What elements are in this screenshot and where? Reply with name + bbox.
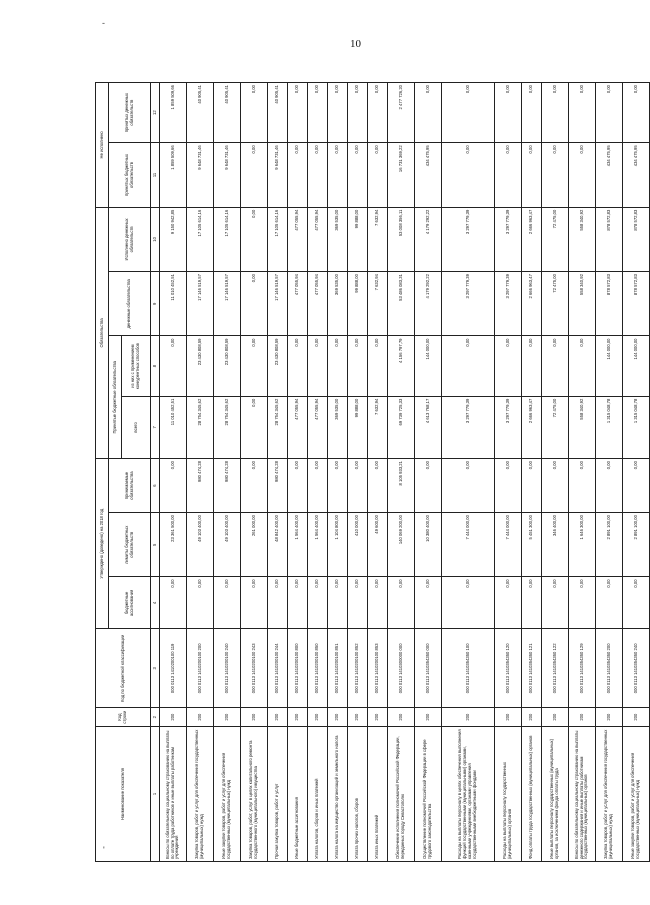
row-value-cell: 53 008 356,11 <box>388 207 415 271</box>
header-approved: Утверждено (доведено) на 2018 год <box>96 459 109 629</box>
row-value-cell: 0,00 <box>495 83 522 143</box>
row-name-cell: Уплата иных платежей <box>368 726 388 861</box>
row-value-cell: 4 156 797,79 <box>388 336 415 396</box>
row-value-cell: 0,00 <box>542 459 569 513</box>
row-value-cell: 1 104 800,00 <box>328 513 348 577</box>
row-code-cell: 200 <box>368 708 388 727</box>
row-value-cell: 9 150 942,85 <box>160 207 187 271</box>
row-name-cell: Взносы по обязательному социальному страхованию на выплаты денежного содержания и иные выплаты работникам государственных (муниципальных) органов <box>569 726 596 861</box>
row-value-cell: 144 000,00 <box>596 336 623 396</box>
row-code-cell: 200 <box>214 708 241 727</box>
row-value-cell: 0,00 <box>288 459 308 513</box>
row-value-cell: 0,00 <box>542 336 569 396</box>
row-value-cell: 144 000,00 <box>415 336 442 396</box>
row-value-cell: 4 179 292,22 <box>415 272 442 336</box>
row-value-cell: 0,00 <box>442 143 495 207</box>
row-value-cell: 0,00 <box>348 143 368 207</box>
row-value-cell: 0,00 <box>368 336 388 396</box>
row-value-cell: 16 731 369,22 <box>388 143 415 207</box>
header-competitive: из них с применением конкурентных способов <box>122 336 151 396</box>
row-value-cell: 23 430 808,59 <box>268 336 288 396</box>
row-value-cell: 0,00 <box>623 459 650 513</box>
row-value-cell: 2 666 963,47 <box>522 207 542 271</box>
table-row <box>596 83 623 862</box>
row-value-cell: 3 297 779,39 <box>495 396 522 458</box>
row-value-cell: 0,00 <box>522 459 542 513</box>
row-value-cell: 49 103 400,00 <box>187 513 214 577</box>
row-value-cell: 0,00 <box>495 577 522 629</box>
row-value-cell: 9 648 731,46 <box>214 143 241 207</box>
row-code-cell: 200 <box>388 708 415 727</box>
row-value-cell: 878 572,83 <box>623 272 650 336</box>
row-code-cell: 200 <box>187 708 214 727</box>
row-value-cell: 0,00 <box>288 83 308 143</box>
row-value-cell: 0,00 <box>522 577 542 629</box>
column-number: 4 <box>151 577 160 629</box>
row-value-cell: 0,00 <box>522 83 542 143</box>
row-value-cell: 0,00 <box>160 336 187 396</box>
row-value-cell: 878 572,83 <box>623 207 650 271</box>
table-row <box>542 83 569 862</box>
row-value-cell: 10 380 400,00 <box>415 513 442 577</box>
table-row <box>241 83 268 862</box>
row-value-cell: 2 666 963,47 <box>522 396 542 458</box>
table-row <box>187 83 214 862</box>
row-name-cell: Уплата налогов, сборов и иных платежей <box>308 726 328 861</box>
row-value-cell: 0,00 <box>328 577 348 629</box>
row-value-cell: 28 754 345,62 <box>214 396 241 458</box>
row-code-cell: 200 <box>288 708 308 727</box>
row-value-cell: 0,00 <box>308 336 328 396</box>
column-number: 10 <box>151 207 160 271</box>
row-value-cell: 9 648 731,46 <box>187 143 214 207</box>
row-value-cell: 2 891 100,00 <box>623 513 650 577</box>
row-name-cell: Закупка товаров, работ и услуг для обеспечения государственных (муниципальных) нужд <box>187 726 214 861</box>
row-kbk-cell: 000 0113 1410200100 243 <box>241 629 268 708</box>
table-row <box>214 83 241 862</box>
table-row <box>288 83 308 862</box>
row-value-cell: 7 632,94 <box>368 396 388 458</box>
row-value-cell: 7 632,94 <box>368 272 388 336</box>
row-value-cell: 0,00 <box>415 459 442 513</box>
row-value-cell: 0,00 <box>596 83 623 143</box>
row-value-cell: 0,00 <box>442 83 495 143</box>
row-kbk-cell: 000 0113 1410354350 129 <box>569 629 596 708</box>
row-value-cell: 9 648 731,46 <box>268 143 288 207</box>
table-row <box>442 83 495 862</box>
row-value-cell: 53 486 083,31 <box>388 272 415 336</box>
row-kbk-cell: 000 0113 1410200100 800 <box>288 629 308 708</box>
header-bud-assign: бюджетные ассигнования <box>109 577 151 629</box>
table-row <box>495 83 522 862</box>
row-value-cell: 0,00 <box>308 83 328 143</box>
header-executed: Исполнено денежных обязательств <box>109 207 151 271</box>
row-value-cell: 0,00 <box>328 459 348 513</box>
row-value-cell: 0,00 <box>542 83 569 143</box>
header-code: Код строки <box>96 708 151 727</box>
table-row <box>328 83 348 862</box>
row-value-cell: 17 146 519,57 <box>214 272 241 336</box>
row-value-cell: 0,00 <box>214 577 241 629</box>
table-row <box>522 83 542 862</box>
row-kbk-cell: 000 0113 1410200100 853 <box>368 629 388 708</box>
row-value-cell: 0,00 <box>268 577 288 629</box>
row-kbk-cell: 000 0113 1410200100 851 <box>328 629 348 708</box>
row-value-cell: 0,00 <box>328 336 348 396</box>
row-value-cell: 980 474,28 <box>268 459 288 513</box>
header-accepted: принимаемые обязательства <box>109 459 151 513</box>
row-kbk-cell: 000 0113 1410200100 244 <box>268 629 288 708</box>
row-value-cell: 0,00 <box>522 336 542 396</box>
row-value-cell: 23 430 808,59 <box>214 336 241 396</box>
table-row <box>160 83 187 862</box>
header-money: денежные обязательства <box>109 272 151 336</box>
row-value-cell: 0,00 <box>569 459 596 513</box>
row-value-cell: 140 069 200,00 <box>388 513 415 577</box>
column-number: 2 <box>151 708 160 727</box>
table-row <box>368 83 388 862</box>
row-value-cell: 0,00 <box>569 577 596 629</box>
row-value-cell: 4 179 292,22 <box>415 207 442 271</box>
row-value-cell: 0,00 <box>348 577 368 629</box>
table-row <box>348 83 368 862</box>
row-value-cell: 40 905,41 <box>187 83 214 143</box>
row-kbk-cell: 000 0113 1410200100 119 <box>160 629 187 708</box>
row-value-cell: 11 010 452,51 <box>160 396 187 458</box>
row-value-cell: 477 055,94 <box>308 272 328 336</box>
header-total: всего <box>122 396 151 458</box>
row-value-cell: 0,00 <box>569 336 596 396</box>
header-ne-budget: принятых бюджетных обязательств <box>109 143 151 207</box>
row-value-cell: 980 474,28 <box>214 459 241 513</box>
row-value-cell: 0,00 <box>623 577 650 629</box>
row-value-cell: 0,00 <box>522 143 542 207</box>
column-number: 6 <box>151 459 160 513</box>
row-value-cell: 40 905,41 <box>214 83 241 143</box>
row-name-cell: Иные закупки товаров, работ и услуг для обеспечения государственных (муниципальных) нужд <box>214 726 241 861</box>
row-value-cell: 23 361 500,00 <box>160 513 187 577</box>
row-value-cell: 40 905,41 <box>268 83 288 143</box>
row-value-cell: 1 564 400,00 <box>288 513 308 577</box>
row-value-cell: 49 600,00 <box>368 513 388 577</box>
row-value-cell: 1 315 048,78 <box>596 396 623 458</box>
row-name-cell: Уплата налога на имущество организаций и земельного налога <box>328 726 348 861</box>
row-code-cell: 200 <box>268 708 288 727</box>
header-ne-money: принятых денежных обязательств <box>109 83 151 143</box>
row-value-cell: 0,00 <box>495 459 522 513</box>
row-code-cell: 200 <box>442 708 495 727</box>
row-code-cell: 200 <box>348 708 368 727</box>
table-row <box>623 83 650 862</box>
row-name-cell: Фонд оплаты труда государственных (муниципальных) органов <box>522 726 542 861</box>
row-value-cell: 2 666 963,47 <box>522 272 542 336</box>
row-value-cell: 0,00 <box>368 143 388 207</box>
table-row <box>268 83 288 862</box>
row-kbk-cell: 000 0113 1410200100 850 <box>308 629 328 708</box>
row-value-cell: 0,00 <box>495 143 522 207</box>
row-value-cell: 23 430 808,59 <box>187 336 214 396</box>
row-value-cell: 477 055,94 <box>308 396 328 458</box>
row-value-cell: 434 475,95 <box>596 143 623 207</box>
row-value-cell: 0,00 <box>348 459 368 513</box>
column-number: 9 <box>151 272 160 336</box>
rotated-table-wrapper <box>95 82 640 862</box>
table-row <box>415 83 442 862</box>
header-names: Наименование показателя <box>96 726 151 861</box>
row-value-cell: 878 572,83 <box>596 207 623 271</box>
row-value-cell: 558 340,92 <box>569 272 596 336</box>
page-number: 10 <box>350 38 361 50</box>
row-code-cell: 200 <box>522 708 542 727</box>
row-kbk-cell: 000 0113 1410354350 122 <box>542 629 569 708</box>
row-value-cell: 0,00 <box>495 336 522 396</box>
row-code-cell: 200 <box>569 708 596 727</box>
row-code-cell: 200 <box>596 708 623 727</box>
row-code-cell: 200 <box>328 708 348 727</box>
row-kbk-cell: 000 0113 1410200100 240 <box>214 629 241 708</box>
column-number: 5 <box>151 513 160 577</box>
row-value-cell: 17 105 614,16 <box>214 207 241 271</box>
row-value-cell: 0,00 <box>415 83 442 143</box>
row-value-cell: 7 632,94 <box>368 207 388 271</box>
row-kbk-cell: 000 0113 1410354350 121 <box>522 629 542 708</box>
row-value-cell: 0,00 <box>241 577 268 629</box>
row-value-cell: 477 055,94 <box>288 396 308 458</box>
row-value-cell: 0,00 <box>368 83 388 143</box>
row-value-cell: 878 572,83 <box>596 272 623 336</box>
row-value-cell: 1 859 509,66 <box>160 143 187 207</box>
row-value-cell: 0,00 <box>415 577 442 629</box>
table-row <box>388 83 415 862</box>
header-not-executed: Не исполнено <box>96 83 109 208</box>
row-value-cell: 17 105 614,16 <box>268 207 288 271</box>
row-value-cell: 0,00 <box>388 577 415 629</box>
row-value-cell: 17 146 519,57 <box>268 272 288 336</box>
row-name-cell: Взносы по обязательному социальному страхованию на выплаты по оплате труда работников и иные выплаты работникам учреждений <box>160 726 187 861</box>
row-value-cell: 72 475,00 <box>542 396 569 458</box>
row-kbk-cell: 000 0113 1410200100 200 <box>187 629 214 708</box>
column-number: 11 <box>151 143 160 207</box>
row-kbk-cell: 000 0113 1410300000 000 <box>388 629 415 708</box>
row-value-cell: 369 535,00 <box>328 396 348 458</box>
row-value-cell: 0,00 <box>288 336 308 396</box>
row-code-cell: 200 <box>623 708 650 727</box>
corner-mark: - <box>102 18 105 28</box>
row-value-cell: 0,00 <box>442 336 495 396</box>
row-value-cell: 477 055,94 <box>288 272 308 336</box>
row-kbk-cell: 000 0113 1410354350 000 <box>415 629 442 708</box>
row-value-cell: 369 535,00 <box>328 207 348 271</box>
row-value-cell: 11 010 452,51 <box>160 272 187 336</box>
row-name-cell: Осуществление полномочий Российской Федерации в сфере трудового законодательства <box>415 726 442 861</box>
row-name-cell: Расходы на выплаты персоналу в целях обеспечения выполнения функций государственными (муниципальными) органами, казенными учреждениями, органами управления государственными внебюджетными фондами <box>442 726 495 861</box>
row-code-cell: 200 <box>542 708 569 727</box>
header-accepted-budget: Принятые бюджетные обязательства <box>109 336 122 459</box>
row-value-cell: 0,00 <box>160 577 187 629</box>
row-value-cell: 558 340,92 <box>569 207 596 271</box>
column-number: 8 <box>151 336 160 396</box>
row-value-cell: 3 297 779,39 <box>442 272 495 336</box>
row-value-cell: 0,00 <box>442 459 495 513</box>
row-value-cell: 3 297 779,39 <box>442 396 495 458</box>
row-value-cell: 369 535,00 <box>328 272 348 336</box>
row-kbk-cell: 000 0113 1410354350 200 <box>596 629 623 708</box>
row-value-cell: 477 055,94 <box>308 207 328 271</box>
row-value-cell: 0,00 <box>241 83 268 143</box>
row-value-cell: 72 475,00 <box>542 272 569 336</box>
row-value-cell: 1 859 509,66 <box>160 83 187 143</box>
row-value-cell: 410 000,00 <box>348 513 368 577</box>
row-code-cell: 200 <box>241 708 268 727</box>
row-value-cell: 144 000,00 <box>623 336 650 396</box>
row-value-cell: 0,00 <box>368 459 388 513</box>
row-value-cell: 3 297 779,39 <box>495 207 522 271</box>
row-value-cell: 0,00 <box>348 83 368 143</box>
row-value-cell: 7 444 000,00 <box>442 513 495 577</box>
row-value-cell: 0,00 <box>569 143 596 207</box>
header-limits: лимиты бюджетных обязательств <box>109 513 151 577</box>
row-value-cell: 69 739 725,33 <box>388 396 415 458</box>
row-name-cell: Закупка товаров, работ, услуг в целях капитального ремонта государственного (муниципального) имущества <box>241 726 268 861</box>
row-name-cell: Расходы на выплаты персоналу государственных (муниципальных) органов <box>495 726 522 861</box>
row-value-cell: 0,00 <box>241 207 268 271</box>
table-row <box>569 83 596 862</box>
row-kbk-cell: 000 0113 1410354350 100 <box>442 629 495 708</box>
row-value-cell: 0,00 <box>623 83 650 143</box>
column-number: 12 <box>151 83 160 143</box>
row-value-cell: 0,00 <box>442 577 495 629</box>
row-value-cell: 3 297 779,39 <box>442 207 495 271</box>
row-value-cell: 0,00 <box>308 577 328 629</box>
row-name-cell: Прочая закупка товаров, работ и услуг <box>268 726 288 861</box>
row-value-cell: 0,00 <box>596 459 623 513</box>
row-value-cell: 1 315 048,78 <box>623 396 650 458</box>
header-kbk: Код по бюджетной классификации <box>96 629 151 708</box>
row-value-cell: 0,00 <box>348 336 368 396</box>
row-value-cell: 0,00 <box>160 459 187 513</box>
row-code-cell: 200 <box>495 708 522 727</box>
row-value-cell: 1 646 300,00 <box>569 513 596 577</box>
table-row <box>308 83 328 862</box>
row-name-cell: Иные выплаты персоналу государственных (муниципальных) органов, за исключением фонда оплаты труда <box>542 726 569 861</box>
row-code-cell: 200 <box>415 708 442 727</box>
row-value-cell: 0,00 <box>328 143 348 207</box>
row-value-cell: 48 842 400,00 <box>268 513 288 577</box>
row-value-cell: 261 000,00 <box>241 513 268 577</box>
row-value-cell: 0,00 <box>187 577 214 629</box>
row-value-cell: 99 888,00 <box>348 396 368 458</box>
row-value-cell: 17 105 614,16 <box>187 207 214 271</box>
corner-mark-bottom: ' <box>103 845 105 855</box>
row-value-cell: 346 400,00 <box>542 513 569 577</box>
row-value-cell: 0,00 <box>288 143 308 207</box>
row-value-cell: 3 297 779,39 <box>495 272 522 336</box>
row-value-cell: 99 888,00 <box>348 272 368 336</box>
row-name-cell: Иные бюджетные ассигнования <box>288 726 308 861</box>
row-value-cell: 558 340,92 <box>569 396 596 458</box>
row-value-cell: 4 613 768,17 <box>415 396 442 458</box>
row-value-cell: 28 754 345,62 <box>187 396 214 458</box>
row-value-cell: 0,00 <box>241 459 268 513</box>
row-value-cell: 17 146 519,57 <box>187 272 214 336</box>
row-value-cell: 0,00 <box>368 577 388 629</box>
row-name-cell: Уплата прочих налогов, сборов <box>348 726 368 861</box>
row-value-cell: 8 105 933,21 <box>388 459 415 513</box>
row-value-cell: 0,00 <box>569 83 596 143</box>
row-value-cell: 0,00 <box>328 83 348 143</box>
row-value-cell: 72 475,00 <box>542 207 569 271</box>
row-kbk-cell: 000 0113 1410354350 240 <box>623 629 650 708</box>
row-code-cell: 200 <box>308 708 328 727</box>
row-value-cell: 49 103 400,00 <box>214 513 241 577</box>
row-value-cell: 0,00 <box>542 143 569 207</box>
header-obligations: Обязательства <box>96 207 109 458</box>
row-value-cell: 980 474,28 <box>187 459 214 513</box>
row-value-cell: 0,00 <box>542 577 569 629</box>
column-number: 1 <box>151 726 160 861</box>
row-value-cell: 28 754 345,62 <box>268 396 288 458</box>
row-value-cell: 0,00 <box>308 459 328 513</box>
row-value-cell: 5 451 300,00 <box>522 513 542 577</box>
row-value-cell: 2 891 100,00 <box>596 513 623 577</box>
row-value-cell: 434 475,95 <box>623 143 650 207</box>
row-value-cell: 0,00 <box>241 396 268 458</box>
row-name-cell: Иные закупки товаров, работ и услуг для обеспечения государственных (муниципальных) нужд <box>623 726 650 861</box>
column-number: 3 <box>151 629 160 708</box>
row-value-cell: 99 888,00 <box>348 207 368 271</box>
row-code-cell: 200 <box>160 708 187 727</box>
row-value-cell: 1 564 400,00 <box>308 513 328 577</box>
row-kbk-cell: 000 0113 1410200100 852 <box>348 629 368 708</box>
row-value-cell: 0,00 <box>596 577 623 629</box>
budget-table <box>95 82 650 862</box>
row-value-cell: 0,00 <box>241 272 268 336</box>
row-value-cell: 7 444 000,00 <box>495 513 522 577</box>
row-value-cell: 0,00 <box>241 336 268 396</box>
row-name-cell: Закупка товаров, работ и услуг для обеспечения государственных (муниципальных) нужд <box>596 726 623 861</box>
column-number: 7 <box>151 396 160 458</box>
row-value-cell: 0,00 <box>308 143 328 207</box>
row-name-cell: Обеспечение исполнения полномочий Российской Федерации, переданных городу Севастополю <box>388 726 415 861</box>
row-kbk-cell: 000 0113 1410354350 120 <box>495 629 522 708</box>
row-value-cell: 0,00 <box>241 143 268 207</box>
row-value-cell: 2 477 726,20 <box>388 83 415 143</box>
row-value-cell: 477 055,94 <box>288 207 308 271</box>
row-value-cell: 434 475,95 <box>415 143 442 207</box>
row-value-cell: 0,00 <box>288 577 308 629</box>
